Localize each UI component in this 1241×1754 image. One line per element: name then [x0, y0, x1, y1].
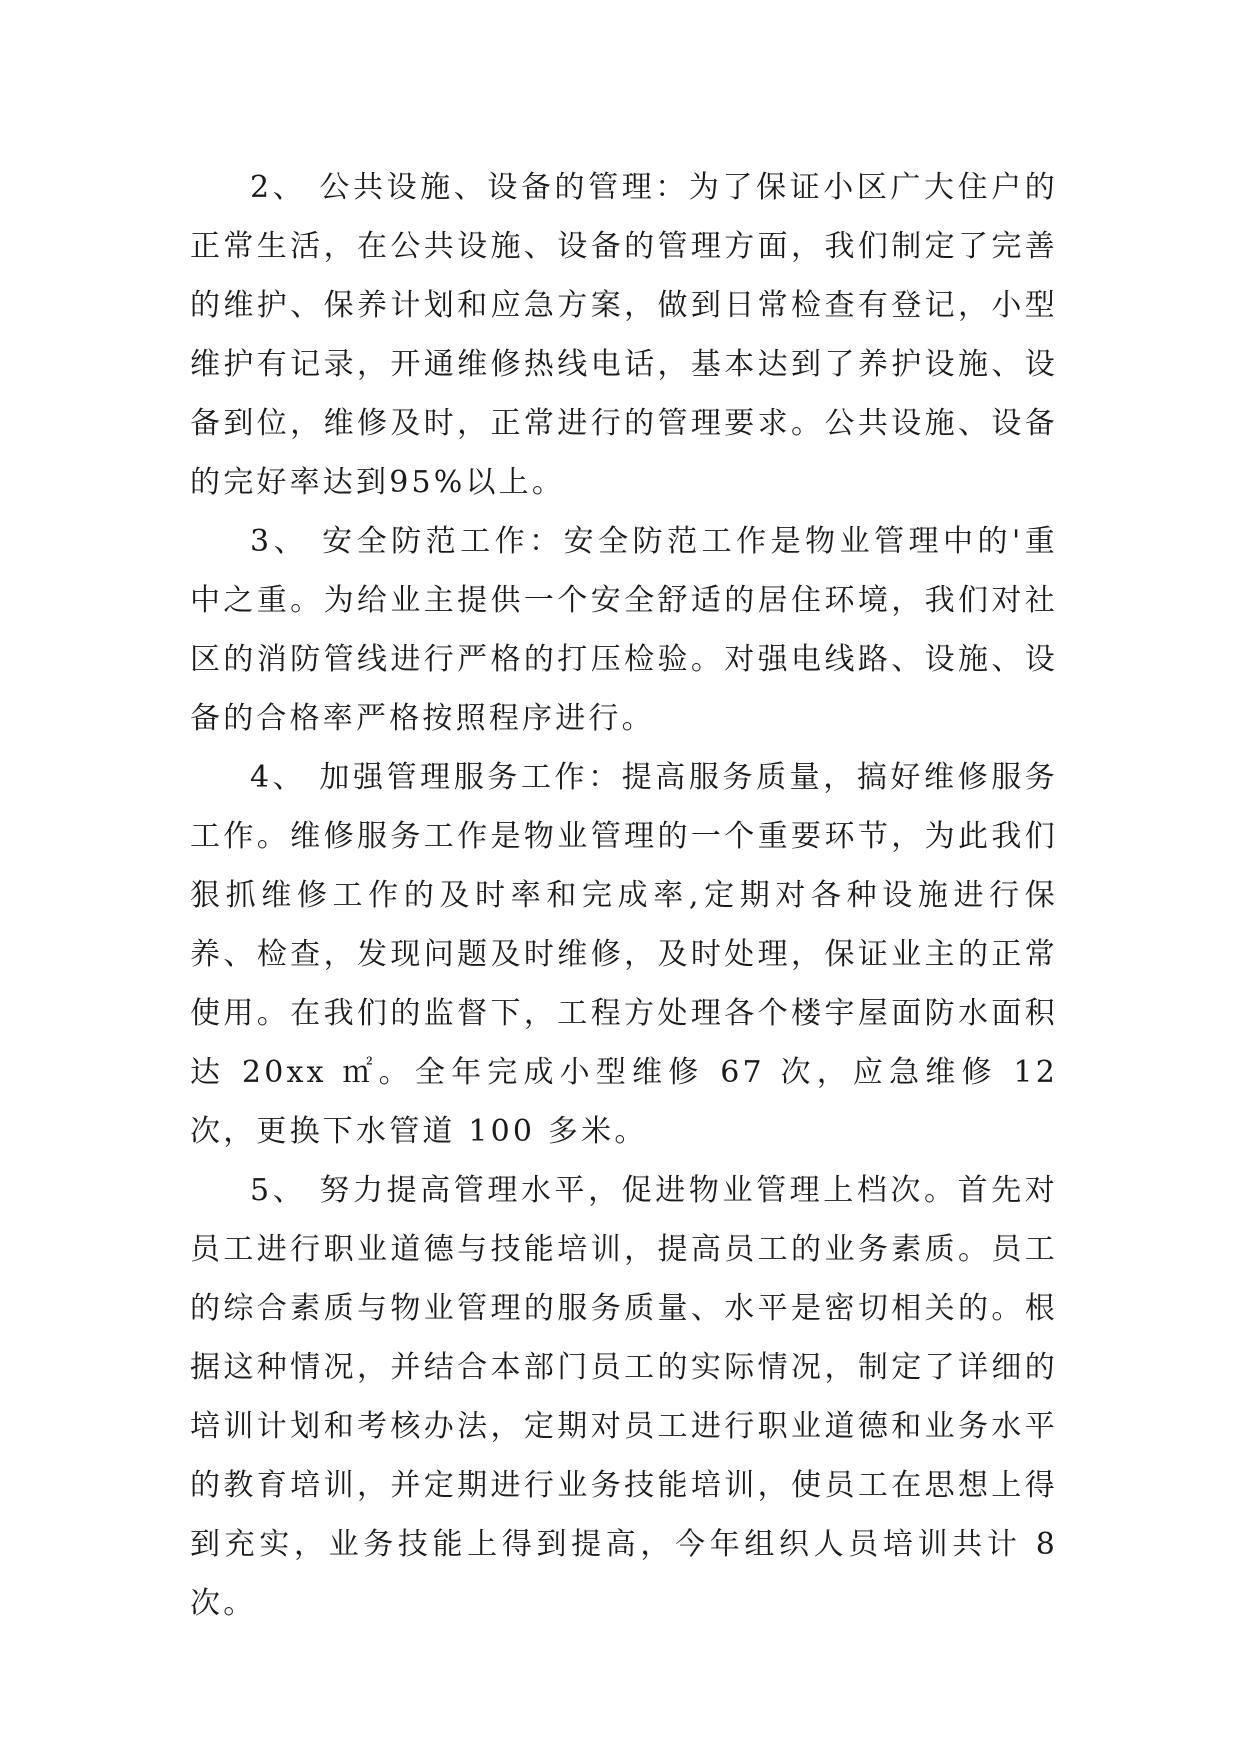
- paragraph-security-work: 3、 安全防范工作：安全防范工作是物业管理中的'重中之重。为给业主提供一个安全舒适的居住环境，我们对社区的消防管线进行严格的打压检验。对强电线路、设施、设备的合格率严格按照程序进行。: [190, 524, 1058, 736]
- document-body: [190, 158, 1058, 1633]
- paragraph-facilities-management: 2、 公共设施、设备的管理：为了保证小区广大住户的正常生活，在公共设施、设备的管理方面，我们制定了完善的维护、保养计划和应急方案，做到日常检查有登记，小型维护有记录，开通维修热线电话，基本达到了养护设施、设备到位，维修及时，正常进行的管理要求。公共设施、设备的完好率达到95%以上。: [190, 170, 1058, 500]
- paragraph-maintenance-service: 4、 加强管理服务工作：提高服务质量，搞好维修服务工作。维修服务工作是物业管理的一个重要环节，为此我们狠抓维修工作的及时率和完成率,定期对各种设施进行保养、检查，发现问题及时维修，及时处理，保证业主的正常使用。在我们的监督下，工程方处理各个楼宇屋面防水面积达 20xx ㎡。全年完成小型维修 67 次，应急维修 12 次，更换下水管道 100 多米。: [190, 760, 1058, 1149]
- paragraph-staff-training: 5、 努力提高管理水平，促进物业管理上档次。首先对员工进行职业道德与技能培训，提高员工的业务素质。员工的综合素质与物业管理的服务质量、水平是密切相关的。根据这种情况，并结合本部门员工的实际情况，制定了详细的培训计划和考核办法，定期对员工进行职业道德和业务水平的教育培训，并定期进行业务技能培训，使员工在思想上得到充实，业务技能上得到提高，今年组织人员培训共计 8 次。: [190, 1173, 1058, 1621]
